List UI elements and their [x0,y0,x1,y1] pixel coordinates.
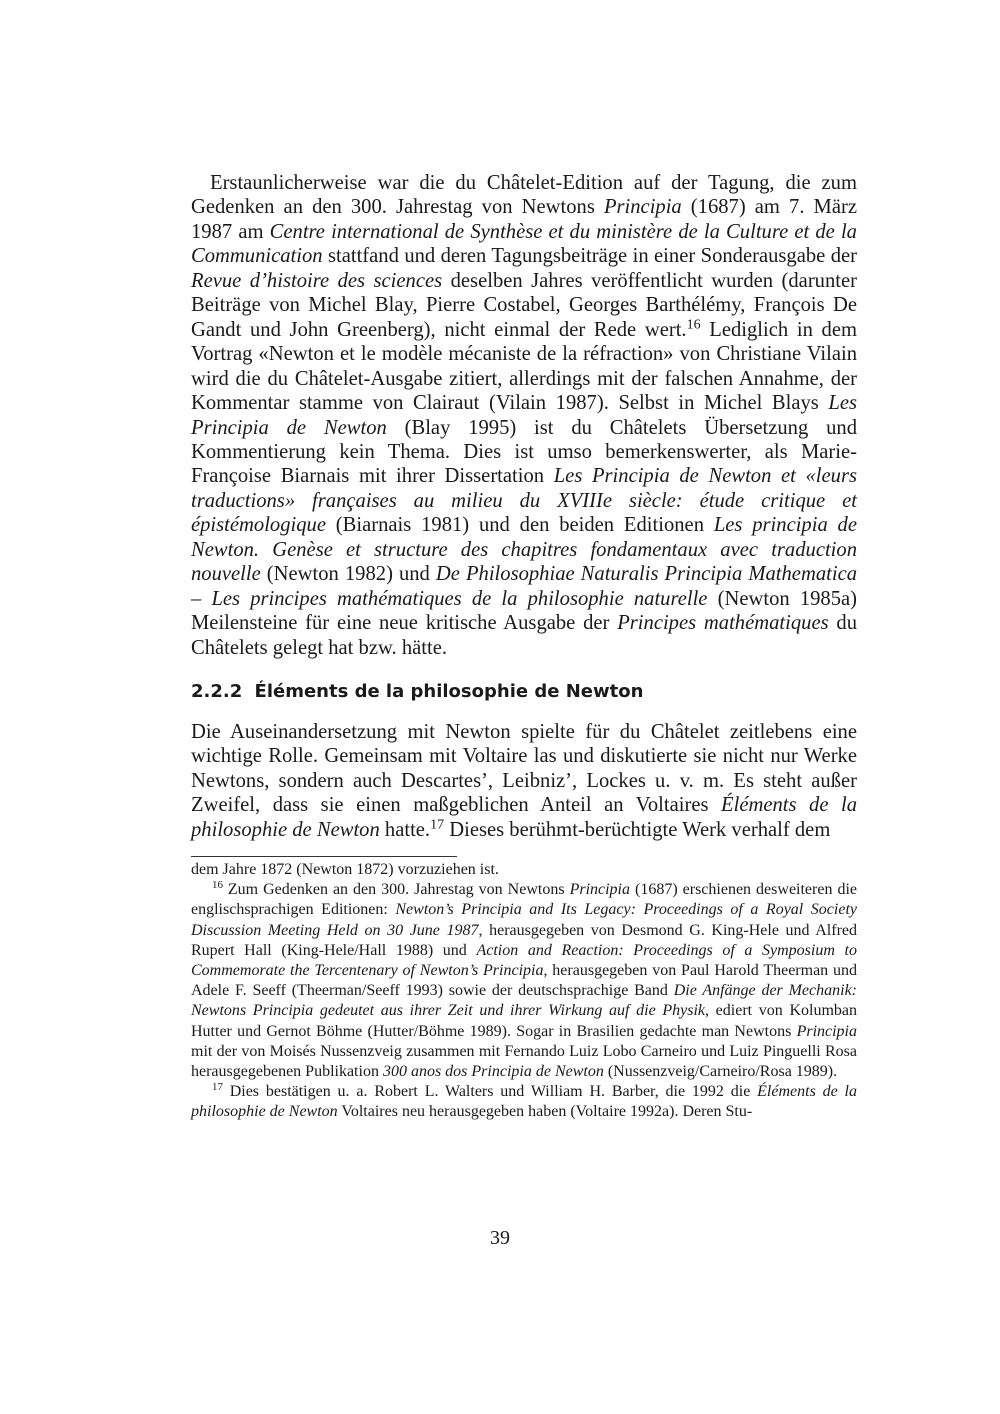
footnote-16 [191,880,857,1082]
italic-title: Principia [796,1022,857,1040]
body-paragraph-2 [191,720,857,842]
italic-title: Principia [569,881,630,899]
italic-title: Action and Reaction: Proceedings of a Symposium to Commemorate the Tercentenary of Newton’s Principia [191,941,857,980]
italic-title: Die Anfänge der Mechanik: Newtons Principia gedeutet aus ihrer Zeit und ihrer Wirkung auf die Physik [191,982,857,1020]
body-paragraph-1 [191,171,857,660]
italic-title: 300 anos dos Principia de Newton [382,1063,604,1081]
footnotes-area [191,860,857,1123]
italic-title: Centre international de Synthèse et du ministère de la Culture et de la Communication [191,220,857,268]
footnote-number: 16 [212,879,223,892]
text-run: , herausgegeben von Desmond G. King-Hele und Alfred Rupert Hall (King-Hele/Hall 1988) und [191,921,858,959]
page-number: 39 [490,1227,510,1249]
italic-title: Newton’s Principia and Its Legacy: Proceedings of a Royal Society Discussion Meeting Held on 30 June 1987 [191,901,857,939]
italic-title: Revue d’histoire des sciences [191,269,443,292]
italic-title: Les Principia de Newton et «leurs traductions» françaises au milieu du XVIIIe siècle: étude critique et épistémologique [191,465,857,537]
text-run: Die Auseinandersetzung mit Newton spielte für du Châtelet zeitlebens eine wichtige Rolle. Gemeinsam mit Voltaire las und diskutierte sie nicht nur Werke Newtons, sondern auch Descartes’, Leibniz’, Lockes u. v. m. Es steht außer Zweifel, dass sie einen maßgeblichen Anteil an Voltaires [191,721,857,817]
section-heading [191,680,643,704]
text-run: (Biarnais 1981) und den beiden Editionen [325,514,714,537]
text-run: Dies bestätigen u. a. Robert L. Walters und William H. Barber, die 1992 die [222,1083,758,1101]
text-run: , herausgegeben von Paul Harold Theerman und Adele F. Seeff (Theerman/Seeff 1993) sowie der deutschsprachige Band [191,962,858,1000]
footnote-divider [191,856,457,857]
text-run: Erstaunlicherweise war die du Châtelet-Edition auf der Tagung, die zum Gedenken an den 300. Jahrestag von Newtons [191,172,857,219]
section-number: 2.2.2 [191,681,243,702]
text-run: (1687) am 7. März 1987 am [191,196,857,243]
text-run: , ediert von Kolumban Hutter und Gernot Böhme (Hutter/Böhme 1989). Sogar in Brasilien gedachte man Newtons [191,1002,858,1040]
text-run: (Newton 1985a) Meilensteine für eine neue kritische Ausgabe der [191,587,858,635]
footnote-continuation: dem Jahre 1872 (Newton 1872) vorzuziehen ist. [191,861,499,878]
italic-title: De Philosophiae Naturalis Principia Mathematica – Les principes mathématiques de la philosophie naturelle [191,563,858,610]
text-run: (Nussenzveig/Carneiro/Rosa 1989). [603,1063,838,1081]
text-run: (Newton 1982) und [260,563,436,586]
italic-title: Les principia de Newton. Genèse et structure des chapitres fondamentaux avec traduction nouvelle [191,514,857,586]
footnote-ref-17[interactable]: 17 [430,817,445,833]
section-title: Éléments de la philosophie de Newton [254,681,644,702]
text-run: deselben Jahres veröffentlicht wurden (darunter Beiträge von Michel Blay, Pierre Costabel, Georges Barthélémy, François De Gandt und John Greenberg), nicht einmal der Rede wert. [191,269,857,341]
text-run: mit der von Moisés Nussenzveig zusammen mit Fernando Luiz Lobo Carneiro und Luiz Pinguelli Rosa herausgegebenen Publikation [191,1042,857,1081]
italic-title: Éléments de la philosophie de Newton [191,794,857,841]
italic-title: Principia [603,196,682,219]
text-run: du Châtelets gelegt hat bzw. hätte. [191,612,857,659]
italic-title: Les Principia de Newton [191,392,857,439]
text-run: stattfand und deren Tagungsbeiträge in einer Sonderausgabe der [322,245,857,268]
text-run: Voltaires neu herausgegeben haben (Voltaire 1992a). Deren Stu- [337,1103,753,1121]
text-run: (Blay 1995) ist du Châtelets Übersetzung und Kommentierung kein Thema. Dies ist umso bemerkenswerter, als Marie-Françoise Biarnais mit ihrer Dissertation [191,416,857,488]
footnote-17 [191,1082,857,1122]
text-run: Zum Gedenken an den 300. Jahrestag von Newtons [222,881,570,899]
footnote-number: 17 [212,1081,223,1094]
text-run: Dieses berühmt-berüchtigte Werk verhalf dem [444,818,831,841]
text-run: (1687) erschienen desweiteren die englischsprachigen Editionen: [191,881,858,919]
italic-title: Éléments de la philosophie de Newton [191,1083,857,1121]
italic-title: Principes mathématiques [617,612,829,635]
text-run: Lediglich in dem Vortrag «Newton et le modèle mécaniste de la réfraction» von Christiane Vilain wird die du Châtelet-Ausgabe zitiert, allerdings mit der falschen Annahme, der Kommentar stamme von Clairaut (Vilain 1987). Selbst in Michel Blays [191,318,857,415]
text-run: hatte. [379,818,431,841]
footnote-ref-16[interactable]: 16 [686,317,701,333]
